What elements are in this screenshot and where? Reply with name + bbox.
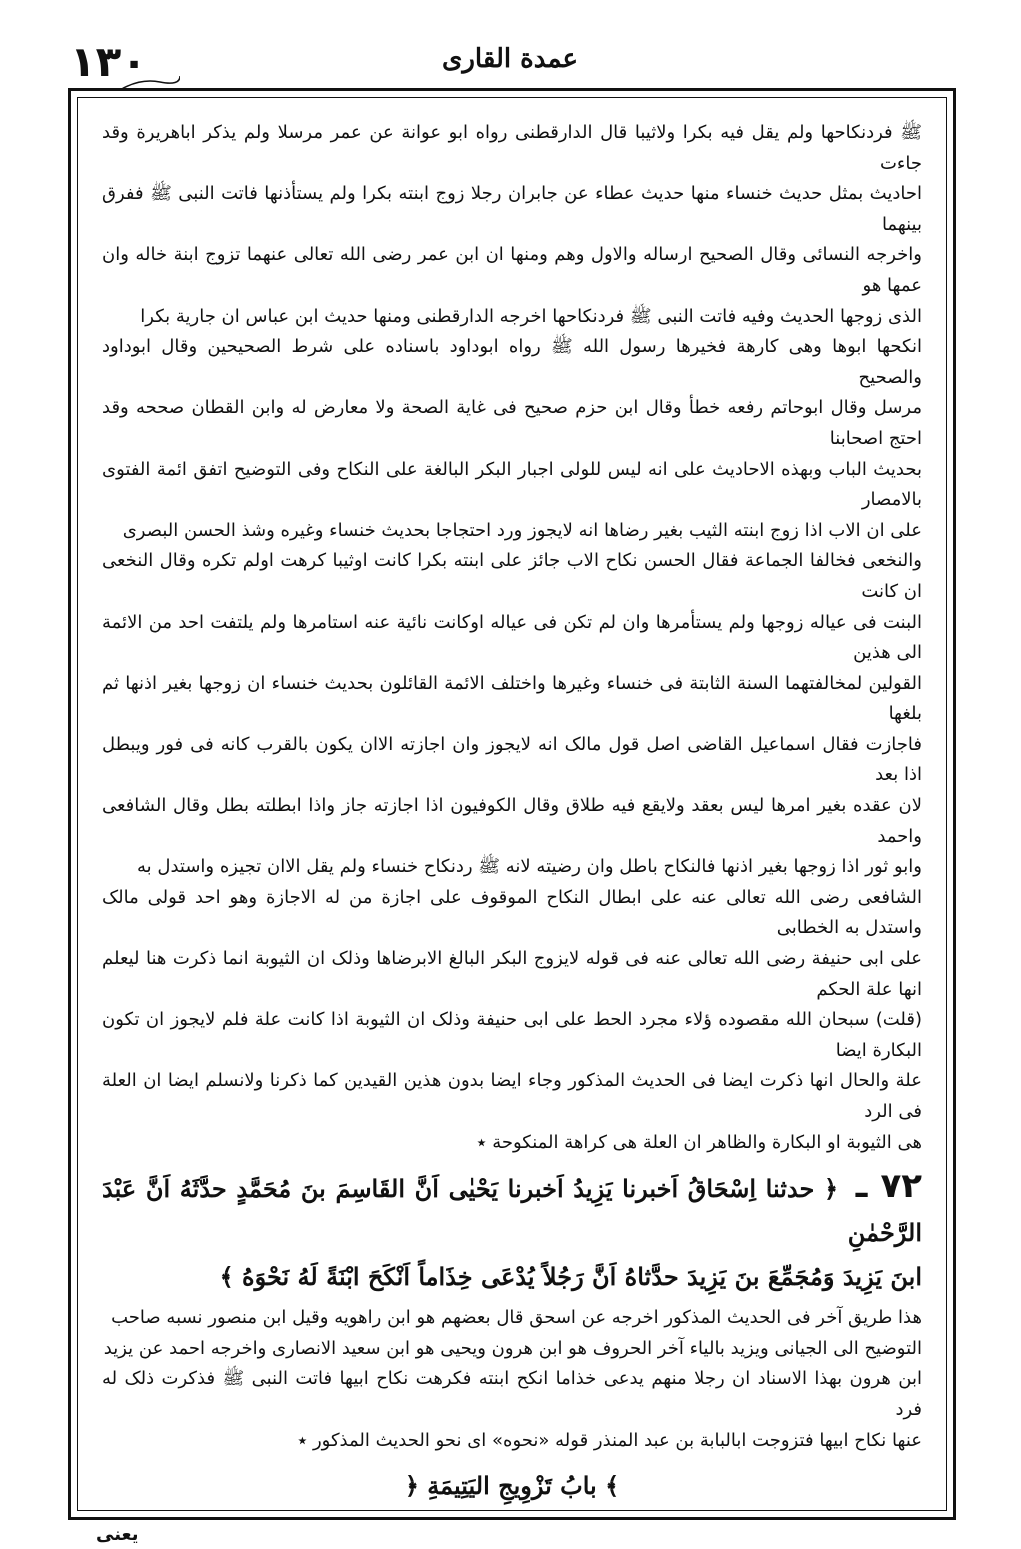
- commentary-section-1: [102, 118, 922, 1158]
- text-line: التوضیح الی الجیانی ویزید بالیاء آخر الحروف هو ابن هرون ویحیی هو ابن سعید الانصاری واخرجه احمد عن یزید: [103, 1337, 922, 1359]
- text-line: هذا طریق آخر فی الحدیث المذکور اخرجه عن اسحق قال بعضهم هو ابن راهویه وقیل ابن منصور نسبه صاحب: [111, 1307, 922, 1329]
- page-frame: [68, 88, 956, 1520]
- hadith-number: ٧٢ ـ: [855, 1166, 922, 1207]
- text-line: البنت فی عیاله زوجها ولم یستأمرها وان لم تکن فی عیاله اوکانت نائیة عنه استامرها ولم یلتفت احد من الائمة الی هذین: [102, 611, 922, 664]
- text-line: واخرجه النسائی وقال الصحیح ارساله والاول وهم ومنها ان ابن عمر رضی الله تعالی عنهما تزوج ابنة خاله وان عمها هو: [102, 244, 922, 296]
- text-line: بحدیث الباب وبهذه الاحادیث علی انه لیس للولی اجبار البکر البالغة علی النکاح وفی التوضیح اتفق ائمة الفتوی بالامصار: [102, 458, 922, 511]
- text-line: وابو ثور اذا زوجها بغیر اذنها فالنکاح باطل وان رضیته لانه ﷺ ردنکاح خنساء ولم یقل الاان تجیزه واستدل به: [137, 856, 922, 878]
- text-line: الذی زوجها الحدیث وفیه فاتت النبی ﷺ فردنکاحها اخرجه الدارقطنی ومنها حدیث ابن عباس ان جاریة بکرا: [140, 305, 922, 327]
- text-line: علی ان الاب اذا زوج ابنته الثیب بغیر رضاها انه لایجوز ورد احتجاجا بحدیث خنساء وغیره وشذ الحسن البصری: [122, 519, 922, 541]
- hadith-line: [102, 1164, 922, 1255]
- text-line: لان عقده بغیر امرها لیس بعقد ولایقع فیه طلاق وقال الکوفیون اذا اجازته جاز واذا ابطلته بطل وقال الشافعی واحمد: [102, 795, 922, 847]
- text-line: والنخعی فخالفا الجماعة فقال الحسن نکاح الاب جائز علی ابنته بکرا کانت اوثیبا کرهت اولم تکره وقال النخعی ان کانت: [102, 550, 922, 602]
- footer-signature-mark: یعنی: [96, 1524, 139, 1545]
- text-line: انکحها ابوها وهی کارهة فخیرها رسول الله ﷺ رواه ابوداود باسناده علی شرط الصحیحین وقال ابوداود والصحیح: [102, 336, 922, 388]
- page-number: ١٣٠: [70, 37, 147, 86]
- text-line: ﷺ فردنکاحها ولم یقل فیه بکرا ولاثیبا قال الدارقطنی رواه ابو عوانة عن عمر مرسلا ولم یذکر اباهریرة وقد جاءت: [102, 122, 922, 174]
- running-title: عمدة القاری: [442, 44, 578, 74]
- text-line: احادیث بمثل حدیث خنساء منها حدیث عطاء عن جابران رجلا زوج ابنته بکرا ولم یستأذنها فاتت النبی ﷺ ففرق بینهما: [102, 183, 922, 235]
- hadith-line-1: ﴿ حدثنا اِسْحَاقُ اَخبرنا یَزِیدُ اَخبرنا یَحْیٰی اَنَّ القَاسِمَ بنَ مُحَمَّدٍ حدَّثَهُ اَنَّ عَبْدَ الرَّحْمٰنِ: [102, 1174, 922, 1248]
- hadith-text: [102, 1164, 922, 1299]
- text-line: (قلت) سبحان الله مقصوده ؤلاء مجرد الحط علی ابی حنیفة وذلک ان الثیوبة اذا کانت علة فلم لایجوز ان تکون البکارة ایضا: [102, 1009, 922, 1061]
- hadith-line-2: ابنَ یَزِیدَ وَمُجَمِّعَ بنَ یَزِیدَ حدَّثاهُ اَنَّ رَجُلاً یُدْعَی خِذَاماً اَنْکَحَ ابْنَةً لَهُ نَحْوَهُ ﴾: [219, 1262, 922, 1292]
- text-line: القولین لمخالفتهما السنة الثابتة فی خنساء وغیرها واختلف الائمة القائلون بحدیث خنساء ان زوجها بغیر اذنها ثم بلغها: [102, 672, 922, 725]
- chapter-heading: ﴿ بابُ تَزْوِیجِ الیَتِیمَةِ ﴾: [404, 1471, 620, 1501]
- text-line: علة والحال انها ذکرت ایضا فی الحدیث المذکور وجاء ایضا بدون هذین القیدین کما ذکرنا ولانسلم ایضا ان العلة فی الرد: [102, 1070, 922, 1122]
- text-line: مرسل وقال ابوحاتم رفعه خطأ وقال ابن حزم صحیح فی غایة الصحة ولا معارض له وابن القطان صححه وقد احتج اصحابنا: [102, 397, 922, 449]
- text-line: فاجازت فقال اسماعیل القاضی اصل قول مالک انه لایجوز وان اجازته الاان یکون بالقرب کانه فی فور ویبطل اذا بعد: [102, 733, 922, 786]
- text-line: ابن هرون بهذا الاسناد ان رجلا منهم یدعی خذاما انکح ابنته فکرهت نکاح ابیها فاتت النبی ﷺ فذکرت ذلک له فرد: [102, 1368, 922, 1420]
- text-line: عنها نکاح ابیها فتزوجت ابالبابة بن عبد المنذر قوله «نحوه» ای نحو الحدیث المذکور ٭: [297, 1429, 922, 1451]
- commentary-section-2: [102, 1303, 922, 1456]
- text-line: علی ابی حنیفة رضی الله تعالی عنه فی قوله لایزوج البکر البالغ الابرضاها وذلک ان الثیوبة انما ذکرت هنا لیعلم انها علة الحکم: [102, 948, 922, 1000]
- page-header: [70, 36, 950, 88]
- text-line: هی الثیوبة او البکارة والظاهر ان العلة هی کراهة المنکوحة ٭: [476, 1131, 922, 1153]
- page-body: [77, 97, 947, 1511]
- text-line: الشافعی رضی الله تعالی عنه علی ابطال النکاح الموقوف علی اجازة من له الاجازة وهو احد قولی مالک واستدل به الخطابی: [102, 886, 922, 939]
